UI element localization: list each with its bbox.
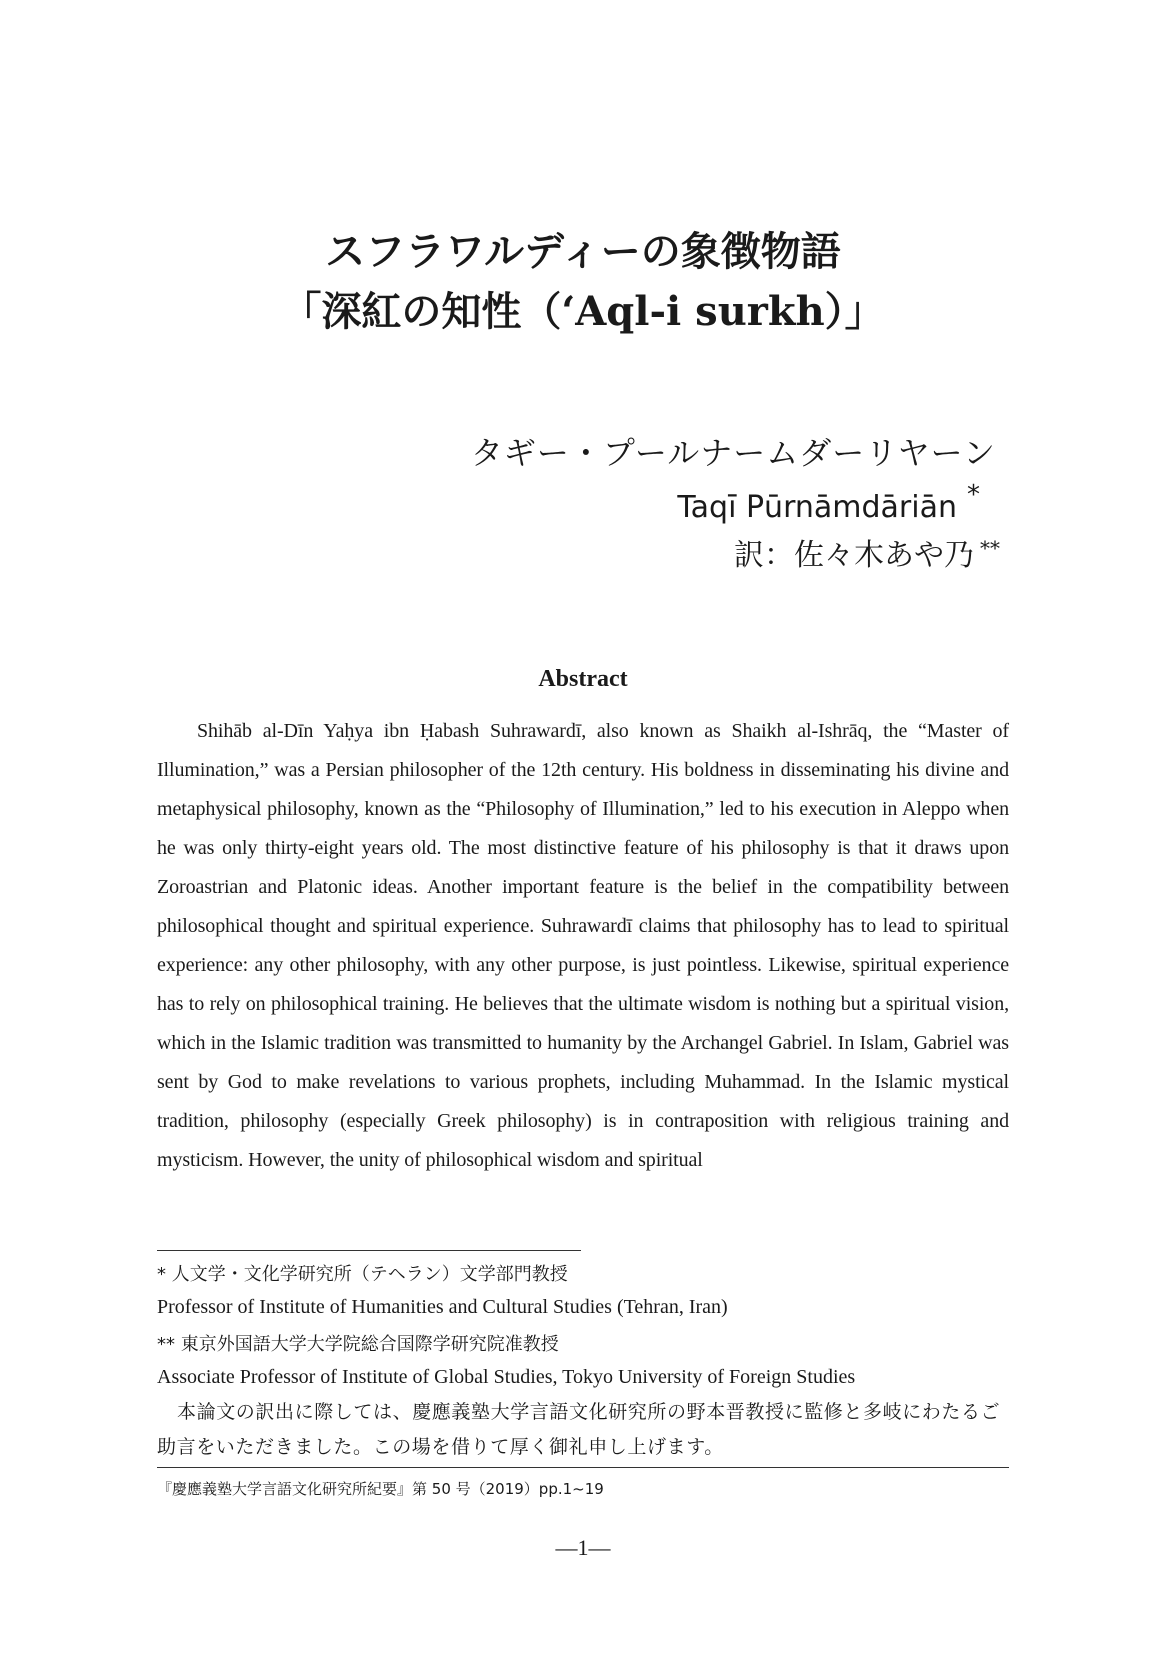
abstract-body: Shihāb al-Dīn Yaḥya ibn Ḥabash Suhrawardī, also known as Shaikh al-Ishrāq, the “Master of Illumination,” was a Persian philosopher of the 12th century. His boldness in disseminating his divine and metaphysical philosophy, known as the “Philosophy of Illumination,” led to his execution in Aleppo when he was only thirty-eight years old. The most distinctive feature of his philosophy is that it draws upon Zoroastrian and Platonic ideas. Another important feature is the belief in the compatibility between philosophical thought and spiritual experience. Suhrawardī claims that philosophy has to lead to spiritual experience: any other philosophy, with any other purpose, is just pointless. Likewise, spiritual experience has to rely on philosophical training. He believes that the ultimate wisdom is nothing but a spiritual vision, which in the Islamic tradition was transmitted to humanity by the Archangel Gabriel. In Islam, Gabriel was sent by God to make revelations to various prophets, including Muhammad. In the Islamic mystical tradition, philosophy (especially Greek philosophy) is in contraposition with religious training and mysticism. However, the unity of philosophical wisdom and spiritual [157,720,1009,1171]
footnote-divider [157,1250,581,1251]
author-name-english [677,480,980,525]
translator-credit [734,530,1000,574]
author-name-japanese: タギー・プールナームダーリヤーン [470,434,996,472]
title-line-1: スフラワルディーの象徴物語 [325,228,841,275]
author-name-english-text: Taqī Pūrnāmdāriān [677,490,957,525]
footnote-2-label: ** 東京外国語大学大学院総合国際学研究院准教授 [157,1334,559,1355]
translator-footnote-mark: ** [980,536,1000,560]
citation-divider [157,1467,1009,1468]
translator-name: 訳：佐々木あや乃 [734,538,974,573]
page-number: —1— [555,1535,611,1560]
footnote-1-label: * 人文学・文化学研究所（テヘラン）文学部門教授 [157,1264,568,1285]
title-line-2: 「深紅の知性（‘Aql-i surkh）」 [281,288,885,335]
author-footnote-mark: * [967,480,980,510]
abstract-heading: Abstract [538,666,628,692]
journal-citation: 『慶應義塾大学言語文化研究所紀要』第 50 号（2019）pp.1~19 [157,1480,604,1498]
footnote-2-affiliation: Associate Professor of Institute of Global Studies, Tokyo University of Foreign Studies [157,1366,856,1388]
acknowledgement: 本論文の訳出に際しては、慶應義塾大学言語文化研究所の野本晋教授に監修と多岐にわたるご助言をいただきました。この場を借りて厚く御礼申し上げます。 [157,1401,1001,1458]
footnote-1-affiliation: Professor of Institute of Humanities and Cultural Studies (Tehran, Iran) [157,1296,728,1318]
